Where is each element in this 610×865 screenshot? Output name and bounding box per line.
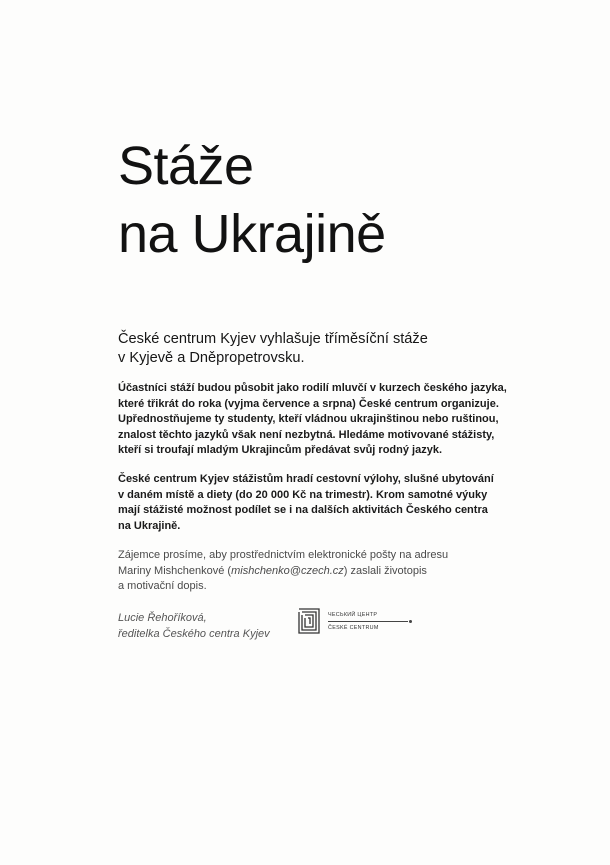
paragraph-line: kteří si troufají mladým Ukrajincům předávat svůj rodný jazyk. <box>118 444 443 457</box>
logo-divider <box>328 621 408 622</box>
paragraph-line: Účastníci stáží budou působit jako rodilí mluvčí v kurzech českého jazyka, <box>118 382 507 394</box>
paragraph-line: Upřednostňujeme ty studenty, kteří vládnou ukrajinštinou nebo ruštinou, <box>118 413 499 426</box>
page-title <box>118 132 386 268</box>
paragraph-duties <box>118 381 508 459</box>
paragraph-line: které třikrát do roka (vyjma července a srpna) České centrum organizuje. <box>118 397 499 410</box>
labyrinth-logo-icon <box>298 608 320 634</box>
lead-line-2: v Kyjevě a Dněpropetrovsku. <box>118 350 305 366</box>
title-line-2: na Ukrajině <box>118 204 386 264</box>
paragraph-benefits <box>118 472 508 534</box>
paragraph-application <box>118 548 508 595</box>
logo-text-czech: ČESKÉ CENTRUM <box>328 625 379 631</box>
paragraph-line <box>118 564 508 580</box>
paragraph-line: a motivační dopis. <box>118 580 207 593</box>
signature <box>118 610 270 642</box>
paragraph-line: na Ukrajině. <box>118 519 181 532</box>
lead-text <box>118 330 508 368</box>
email-link[interactable]: mishchenko@czech.cz <box>231 564 344 577</box>
signature-role: ředitelka Českého centra Kyjev <box>118 628 270 640</box>
paragraph-line: mají stážisté možnost podílet se i na dalších aktivitách Českého centra <box>118 504 488 517</box>
paragraph-line: České centrum Kyjev stážistům hradí cestovní výlohy, slušné ubytování <box>118 473 494 485</box>
signature-name: Lucie Řehoříková, <box>118 612 207 624</box>
czech-centre-logo <box>298 608 418 640</box>
paragraph-line: znalost těchto jazyků však není nezbytná. Hledáme motivované stážisty, <box>118 428 495 441</box>
title-line-1: Stáže <box>118 136 254 196</box>
text-fragment: ) zaslali životopis <box>343 564 427 577</box>
logo-dot <box>409 620 412 623</box>
lead-line-1: České centrum Kyjev vyhlašuje tříměsíční stáže <box>118 331 428 347</box>
paragraph-line: v daném místě a diety (do 20 000 Kč na trimestr). Krom samotné výuky <box>118 488 488 501</box>
text-fragment: Mariny Mishchenkové ( <box>118 564 232 577</box>
logo-text-ukrainian: ЧЕСЬКИЙ ЦЕНТР <box>328 612 378 618</box>
paragraph-line: Zájemce prosíme, aby prostřednictvím elektronické pošty na adresu <box>118 549 449 561</box>
